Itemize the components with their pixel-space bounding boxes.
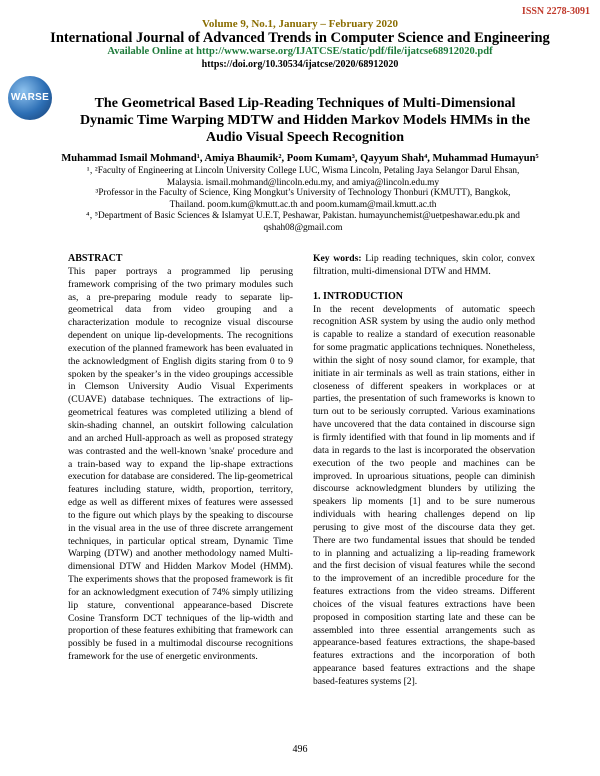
- journal-title: International Journal of Advanced Trends in Computer Science and Engineering: [50, 30, 550, 46]
- abstract-heading: ABSTRACT: [68, 253, 123, 264]
- keywords-label: Key words:: [313, 253, 362, 264]
- introduction-heading: 1. INTRODUCTION: [313, 290, 404, 302]
- keywords-text: Lip reading techniques, skin color, convex filtration, multi-dimensional DTW and HMM.: [313, 253, 536, 277]
- affiliation-1: ¹‚ ²Faculty of Engineering at Lincoln University College LUC, Wisma Lincoln, Petaling Jaya Selangor Darul Ehsan, Malaysia. ismail.mohmand@lincoln.edu.my, and amiya@lincoln.edu.my: [86, 166, 520, 188]
- volume-line: Volume 9, No.1, January – February 2020: [201, 18, 399, 30]
- author-list: Muhammad Ismail Mohmand¹, Amiya Bhaumik², Poom Kumam³, Qayyum Shah⁴, Muhammad Humayun⁵: [61, 153, 539, 164]
- journal-logo: WARSE: [8, 76, 52, 120]
- right-column: [313, 253, 535, 689]
- keywords: [313, 253, 535, 279]
- introduction-text: In the recent developments of automatic speech recognition ASR system by using the audio only method is capable to realize a standard of execution reasonable for some pragmatic applications techniques. Nonetheless, within the sight of nosy sound clamor, for example, that initiate in air terminals as well as train stations, either in closeness of different speakers in workplaces or at parties, the presentation of such frameworks is known to turn out to be seriously corrupted. Various examinations have uncovered that the data contained in discourse sign is firmly identified with that found in lip moments and if data in regards to the last is incorporated the observation execution of the two people and machines can be improved. In uproarious situations, people can diminish discourse acknowledgment blunders by utilizing the speakers lip moments [1] and to be sure numerous individuals with hearing challenges depend on lip perusing to give most of the discourse data they get. There are two fundamental issues that should be tended to in planning and actualizing a lip-reading framework and the first decision of visual features while the second to the improvement of an incredible procedure for the features extractions from the video streams. Different choices of the visual features extractions have been proposed in composition starting late and these can be assembled into three essential arrangements such as appearance-based features extractions, the shape-based features extractions and the incorporation of both appearance based features extractions and the shape based-features systems [2].: [313, 303, 535, 687]
- available-online-link[interactable]: Available Online at http://www.warse.org/IJATCSE/static/pdf/file/ijatcse68912020.pdf: [107, 46, 493, 57]
- doi-link[interactable]: https://doi.org/10.30534/ijatcse/2020/68912020: [201, 59, 399, 70]
- affiliation-2: ³Professor in the Faculty of Science, King Mongkut’s University of Technology Thonburi (KMUTT), Bangkok, Thailand. poom.kum@kmutt.ac.th and poom.kumam@mail.kmutt.ac.th: [95, 188, 511, 210]
- issn-label: ISSN 2278-3091: [521, 6, 590, 17]
- left-column: [68, 253, 293, 664]
- affiliation-3: ⁴‚ ⁵Department of Basic Sciences & Islamyat U.E.T, Peshawar, Pakistan. humayunchemist@uetpeshawar.edu.pk and qshah08@gmail.com: [86, 211, 520, 233]
- abstract-text: This paper portrays a programmed lip perusing framework comprising of the two primary modules such as, a pre-preparing module ready to separate lip-geometrical data from video grouping and a characterization module to recognize visual discourse dependent on unique lip-developments. The recognitions execution of the planned framework has been evaluated in the acknowledgment of English digits staring from 0 to 9 spoken by the speaker’s in the video groupings accessible in Clemson University Audio Visual Experiments (CUAVE) database techniques. The extractions of lip-geometrical features was completed utilizing a blend of skin-shading channel, an outskirt following calculation and an arched Hull-approach as well as proposed strategy was contrasted and the well-known 'snake' procedure and a train-based way to expand the lip-shape extractions execution for database are considered. The lip-geometrical features including stature, width, proportion, territory, edge as well as different mixes of features were assessed to the figure out which plays by the speaking to discourse in the visual area in the use of three discrete arrangement techniques, in particular optical stream, Dynamic Time Warping (DTW) and another methodology named Multi-dimensional DTW and Hidden Markov Model (HMM). The experiments shows that the proposed framework is fit for an acknowledgment execution of 74% simply utilizing lip stature, conventional appearance-based Discrete Cosine Transform DCT techniques of the lip-width and proportion of these features exhibiting that framework can possibly be fused in a multimodal discourse recognitions framework for the use of energetic environments.: [68, 265, 293, 663]
- paper-title: The Geometrical Based Lip-Reading Techniques of Multi-Dimensional Dynamic Time Warping MDTW and Hidden Markov Models HMMs in the Audio Visual Speech Recognition: [79, 96, 531, 145]
- page-number: 496: [292, 744, 308, 755]
